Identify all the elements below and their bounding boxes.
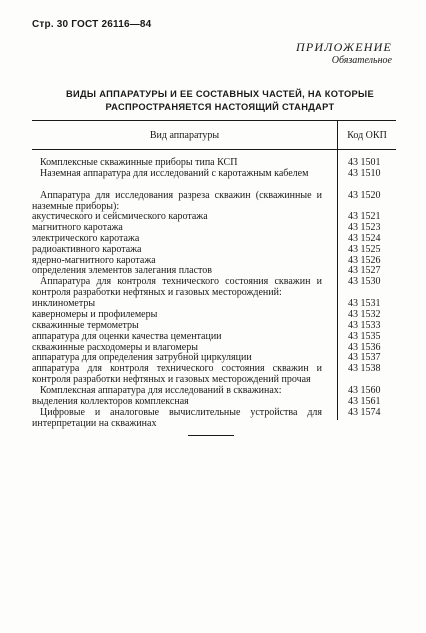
row-equipment-type: радиоактивного каротажа [32, 244, 142, 255]
row-equipment-type: Комплексная аппаратура для исследований в скважинах: [40, 385, 282, 396]
table-row [32, 169, 322, 180]
row-okp-code: 43 1538 [348, 363, 381, 374]
row-okp-code: 43 1532 [348, 309, 381, 320]
row-okp-code: 43 1523 [348, 222, 381, 233]
row-okp-code: 43 1520 [348, 190, 381, 201]
row-okp-code: 43 1574 [348, 407, 381, 418]
row-equipment-type: аппаратура для определения затрубной циркуляции [32, 352, 252, 363]
row-equipment-type: Цифровые и аналоговые вычислительные устройства для интерпретации на скважинах [32, 407, 322, 429]
row-okp-code: 43 1560 [348, 385, 381, 396]
table-row [32, 364, 322, 386]
row-okp-code: 43 1501 [348, 157, 381, 168]
title-line-1: ВИДЫ АППАРАТУРЫ И ЕЕ СОСТАВНЫХ ЧАСТЕЙ, НА КОТОРЫЕ [66, 89, 374, 99]
table-row [32, 408, 322, 430]
table-header-rule [32, 149, 396, 150]
appendix-title: ПРИЛОЖЕНИЕ [296, 40, 392, 54]
end-rule [188, 435, 234, 436]
row-okp-code: 43 1561 [348, 396, 381, 407]
row-okp-code: 43 1533 [348, 320, 381, 331]
row-okp-code: 43 1524 [348, 233, 381, 244]
table-top-rule [32, 120, 396, 121]
page-header: Стр. 30 ГОСТ 26116—84 [32, 19, 152, 30]
column-header-type: Вид аппаратуры [149, 130, 220, 141]
row-okp-code: 43 1510 [348, 168, 381, 179]
row-equipment-type: Аппаратура для контроля технического состояния скважин и контроля разработки нефтяных и газовых месторождений: [32, 276, 322, 298]
row-equipment-type: Аппаратура для исследования разреза скважин (скважинные и наземные приборы): [32, 190, 322, 212]
row-equipment-type: Наземная аппаратура для исследований с каротажным кабелем [40, 168, 309, 179]
row-okp-code: 43 1535 [348, 331, 381, 342]
row-equipment-type: аппаратура для контроля технического состояния скважин и контроля разработки нефтяных и газовых месторождений прочая [32, 363, 322, 385]
table-row [32, 191, 322, 213]
table-row [32, 277, 322, 299]
table-column-divider [337, 120, 338, 420]
appendix-subtitle: Обязательное [331, 55, 392, 66]
column-header-code: Код ОКП [347, 130, 387, 141]
row-okp-code: 43 1527 [348, 265, 381, 276]
row-okp-code: 43 1536 [348, 342, 381, 353]
row-equipment-type: магнитного каротажа [32, 222, 123, 233]
row-equipment-type: инклинометры [32, 298, 96, 309]
title-line-2: РАСПРОСТРАНЯЕТСЯ НАСТОЯЩИЙ СТАНДАРТ [105, 102, 335, 112]
row-equipment-type: определения элементов залегания пластов [32, 265, 212, 276]
row-okp-code: 43 1525 [348, 244, 381, 255]
row-equipment-type: ядерно-магнитного каротажа [32, 255, 156, 266]
row-equipment-type: электрического каротажа [32, 233, 140, 244]
appendix-label [296, 40, 392, 66]
row-okp-code: 43 1526 [348, 255, 381, 266]
row-equipment-type: аппаратура для оценки качества цементации [32, 331, 222, 342]
row-okp-code: 43 1521 [348, 211, 381, 222]
row-okp-code: 43 1537 [348, 352, 381, 363]
row-okp-code: 43 1530 [348, 276, 381, 287]
row-equipment-type: Комплексные скважинные приборы типа КСП [40, 157, 238, 168]
row-equipment-type: каверномеры и профилемеры [32, 309, 158, 320]
document-title [55, 88, 385, 114]
row-equipment-type: выделения коллекторов комплексная [32, 396, 189, 407]
row-okp-code: 43 1531 [348, 298, 381, 309]
row-equipment-type: скважинные расходомеры и влагомеры [32, 342, 198, 353]
row-equipment-type: скважинные термометры [32, 320, 139, 331]
row-equipment-type: акустического и сейсмического каротажа [32, 211, 208, 222]
